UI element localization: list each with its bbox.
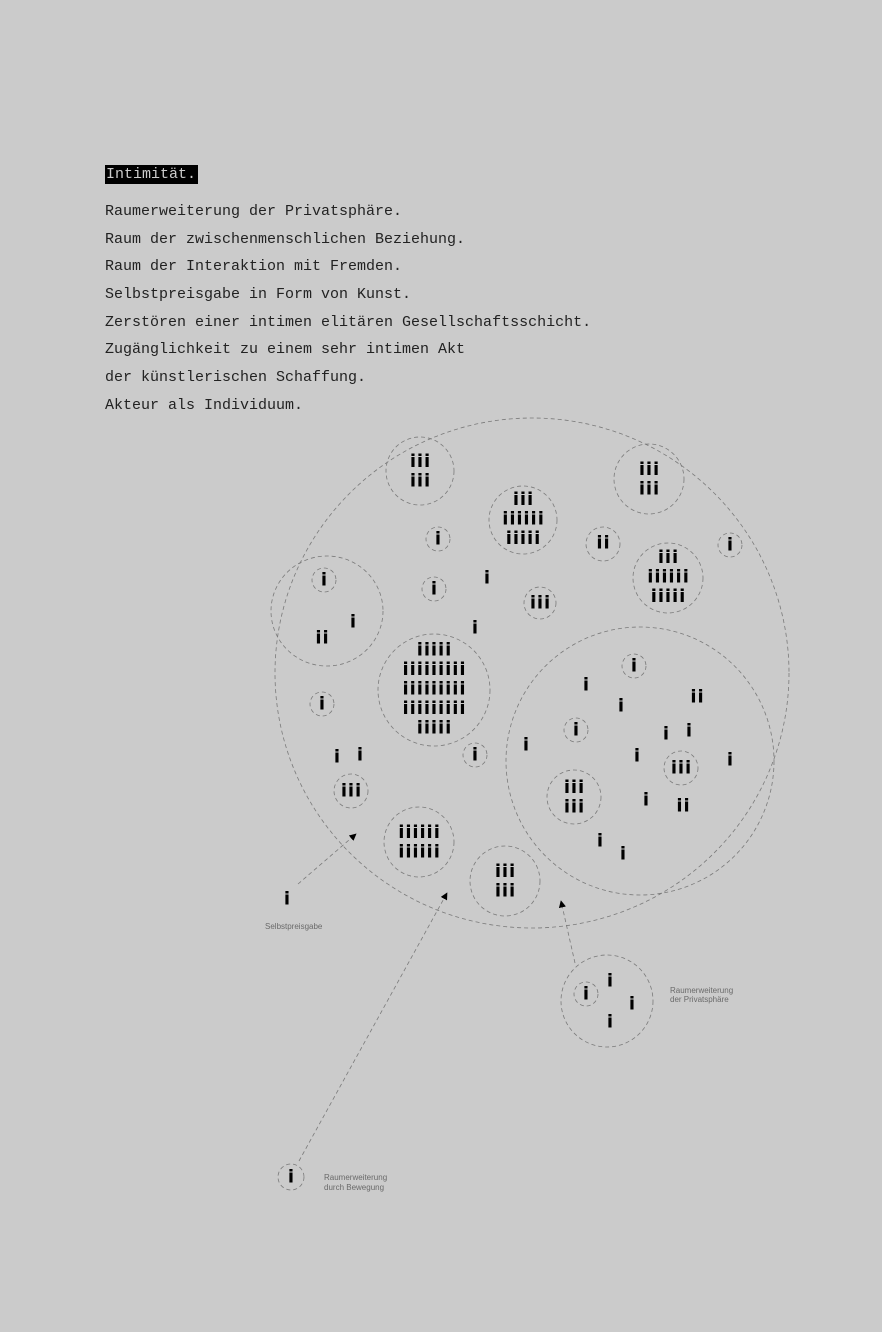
- glyph-i: i: [452, 659, 459, 680]
- glyph-i: i: [522, 734, 530, 756]
- glyph-i: i: [416, 639, 423, 661]
- glyph-i: i: [682, 566, 689, 588]
- glyph-i: i: [416, 659, 423, 680]
- glyph-i: i: [512, 489, 519, 510]
- page-title: Intimität.: [106, 166, 197, 183]
- glyph-i: i: [423, 659, 430, 680]
- glyph-i: i: [672, 586, 679, 607]
- glyph-i: i: [603, 532, 610, 554]
- glyph-i: i: [690, 686, 697, 708]
- glyph-i: i: [356, 744, 364, 766]
- glyph-i: i: [664, 547, 672, 568]
- glyph-i: i: [416, 678, 423, 700]
- glyph-i: i: [516, 508, 523, 530]
- glyph-i: i: [438, 639, 445, 661]
- glyph-i: i: [527, 528, 534, 549]
- glyph-i: i: [642, 789, 650, 811]
- glyph-i: i: [419, 821, 426, 843]
- glyph-i: i: [483, 567, 491, 589]
- glyph-i: i: [582, 674, 590, 696]
- glyph-i: i: [505, 528, 512, 549]
- text-line: Raumerweiterung der Privatsphäre.: [105, 203, 403, 220]
- glyph-i: i: [409, 470, 416, 492]
- glyph-i: i: [409, 659, 416, 680]
- glyph-i: i: [653, 458, 660, 480]
- glyph-i: i: [459, 659, 466, 680]
- glyph-i: i: [653, 478, 660, 500]
- glyph-i: i: [672, 547, 679, 568]
- text-line: Zugänglichkeit zu einem sehr intimen Akt: [105, 341, 466, 359]
- arrow-privatsphaere: [561, 901, 575, 963]
- glyph-i: i: [685, 720, 693, 742]
- glyph-i: i: [471, 744, 479, 766]
- glyph-i: i: [416, 470, 424, 492]
- glyph-i: i: [452, 678, 459, 700]
- glyph-i: i: [430, 578, 438, 600]
- glyph-i: i: [426, 821, 433, 843]
- glyph-i: i: [419, 841, 426, 863]
- arrow-bewegung: [299, 893, 447, 1161]
- glyph-i: i: [416, 698, 423, 719]
- glyph-i: i: [683, 795, 690, 817]
- label-privatsphaere-line1: Raumerweiterung: [670, 986, 734, 995]
- glyph-i: i: [654, 566, 661, 588]
- glyph-i: i: [502, 508, 509, 530]
- glyph-i: i: [283, 888, 291, 910]
- glyph-i: i: [347, 780, 355, 802]
- glyph-i: i: [536, 592, 544, 614]
- label-selbstpreisgabe: Selbstpreisgabe: [265, 922, 323, 931]
- glyph-i: i: [647, 566, 654, 588]
- glyph-i: i: [570, 776, 578, 798]
- glyph-i: i: [606, 970, 614, 992]
- glyph-i: i: [563, 796, 570, 818]
- cluster-circle: [561, 955, 653, 1047]
- glyph-i: i: [438, 659, 445, 680]
- glyph-i: i: [459, 698, 466, 719]
- glyph-i: i: [287, 1166, 295, 1188]
- glyph-i: i: [445, 698, 452, 719]
- glyph-i: i: [438, 678, 445, 700]
- label-bewegung-line1: Raumerweiterung: [324, 1173, 388, 1182]
- glyph-i: i: [677, 757, 685, 779]
- glyph-i: i: [409, 698, 416, 719]
- glyph-i: i: [402, 659, 409, 680]
- glyph-i: i: [529, 592, 536, 614]
- glyph-i: i: [423, 678, 430, 700]
- glyph-i: i: [423, 717, 430, 739]
- glyph-i: i: [405, 821, 412, 843]
- text-line: Selbstpreisgabe in Form von Kunst.: [105, 286, 412, 304]
- glyph-i: i: [645, 458, 653, 480]
- glyph-i: i: [596, 532, 603, 554]
- glyph-i: i: [405, 841, 412, 863]
- glyph-i: i: [638, 458, 645, 480]
- glyph-i: i: [423, 639, 430, 661]
- glyph-i: i: [534, 528, 541, 549]
- text-line: Zerstören einer intimen elitären Gesellschaftsschicht.: [105, 313, 592, 331]
- glyph-i: i: [423, 698, 430, 719]
- glyph-i: i: [409, 678, 416, 700]
- glyph-i: i: [509, 860, 516, 882]
- glyph-i: i: [433, 841, 440, 863]
- glyph-i: i: [664, 586, 672, 607]
- glyph-i: i: [633, 745, 641, 767]
- glyph-i: i: [578, 796, 585, 818]
- glyph-i: i: [494, 860, 501, 882]
- glyph-i: i: [509, 880, 516, 902]
- glyph-i: i: [430, 717, 438, 739]
- glyph-i: i: [409, 450, 416, 472]
- glyph-i: i: [628, 993, 636, 1015]
- text-line: Akteur als Individuum.: [105, 396, 304, 414]
- glyph-i: i: [638, 478, 645, 500]
- glyph-i: i: [519, 489, 527, 510]
- arrow-selbstpreisgabe: [298, 834, 356, 884]
- glyph-i: i: [426, 841, 433, 863]
- glyph-i: i: [433, 821, 440, 843]
- glyph-i: i: [438, 698, 445, 719]
- glyph-i: i: [430, 659, 438, 680]
- glyph-i: i: [340, 780, 347, 802]
- glyph-i: i: [430, 639, 438, 661]
- glyph-i: i: [668, 566, 675, 588]
- glyph-i: i: [416, 450, 424, 472]
- glyph-i: i: [606, 1011, 614, 1033]
- glyph-i: i: [349, 611, 357, 633]
- glyph-i: i: [398, 841, 405, 863]
- label-privatsphaere-line2: der Privatsphäre: [670, 995, 729, 1004]
- glyph-i: i: [471, 617, 479, 639]
- glyph-i: i: [434, 528, 442, 550]
- glyph-i: i: [430, 678, 438, 700]
- glyph-i: i: [527, 489, 534, 510]
- glyph-i: i: [398, 821, 405, 843]
- glyph-i: i: [315, 627, 322, 649]
- glyph-i: i: [438, 717, 445, 739]
- glyph-i: i: [650, 586, 657, 607]
- glyph-i: i: [494, 880, 501, 902]
- glyph-i: i: [544, 592, 551, 614]
- glyph-i: i: [726, 534, 734, 556]
- glyph-i: i: [416, 717, 423, 739]
- glyph-i: i: [563, 776, 570, 798]
- glyph-i: i: [697, 686, 704, 708]
- glyph-i: i: [322, 627, 329, 649]
- glyph-i: i: [519, 528, 527, 549]
- glyph-i: i: [619, 843, 627, 865]
- glyph-i: i: [445, 678, 452, 700]
- glyph-i: i: [452, 698, 459, 719]
- glyph-i: i: [670, 757, 677, 779]
- glyph-i: i: [685, 757, 692, 779]
- glyph-i: i: [501, 880, 509, 902]
- glyph-i: i: [402, 698, 409, 719]
- glyph-i: i: [530, 508, 537, 530]
- glyph-i: i: [430, 698, 438, 719]
- label-bewegung-line2: durch Bewegung: [324, 1183, 385, 1192]
- glyph-i: i: [355, 780, 362, 802]
- glyph-i: i: [645, 478, 653, 500]
- glyph-i: i: [726, 749, 734, 771]
- glyph-i: i: [402, 678, 409, 700]
- text-line: Raum der zwischenmenschlichen Beziehung.: [105, 230, 466, 248]
- glyph-i: i: [445, 659, 452, 680]
- glyph-i: i: [617, 695, 625, 717]
- glyph-i: i: [570, 796, 578, 818]
- glyph-i: i: [596, 830, 604, 852]
- glyph-i: i: [445, 639, 452, 661]
- glyph-i: i: [320, 569, 328, 591]
- glyph-i: i: [675, 566, 682, 588]
- glyph-i: i: [501, 860, 509, 882]
- glyph-i: i: [318, 693, 326, 715]
- glyph-i: i: [657, 547, 664, 568]
- glyph-i: i: [512, 528, 519, 549]
- glyph-i: i: [424, 450, 431, 472]
- glyph-i: i: [662, 723, 670, 745]
- glyph-i: i: [661, 566, 668, 588]
- glyph-i: i: [582, 983, 590, 1005]
- glyph-i: i: [459, 678, 466, 700]
- glyph-i: i: [578, 776, 585, 798]
- glyph-i: i: [424, 470, 431, 492]
- glyph-i: i: [333, 746, 341, 768]
- glyph-i: i: [679, 586, 686, 607]
- glyph-i: i: [537, 508, 544, 530]
- glyph-i: i: [523, 508, 530, 530]
- text-line: der künstlerischen Schaffung.: [105, 369, 367, 387]
- glyph-i: i: [412, 821, 419, 843]
- glyph-i: i: [445, 717, 452, 739]
- glyph-i: i: [509, 508, 516, 530]
- glyph-i: i: [630, 655, 638, 677]
- glyph-i: i: [676, 795, 683, 817]
- glyph-i: i: [657, 586, 664, 607]
- glyph-i: i: [412, 841, 419, 863]
- glyph-i: i: [572, 719, 580, 741]
- text-line: Raum der Interaktion mit Fremden.: [105, 258, 403, 276]
